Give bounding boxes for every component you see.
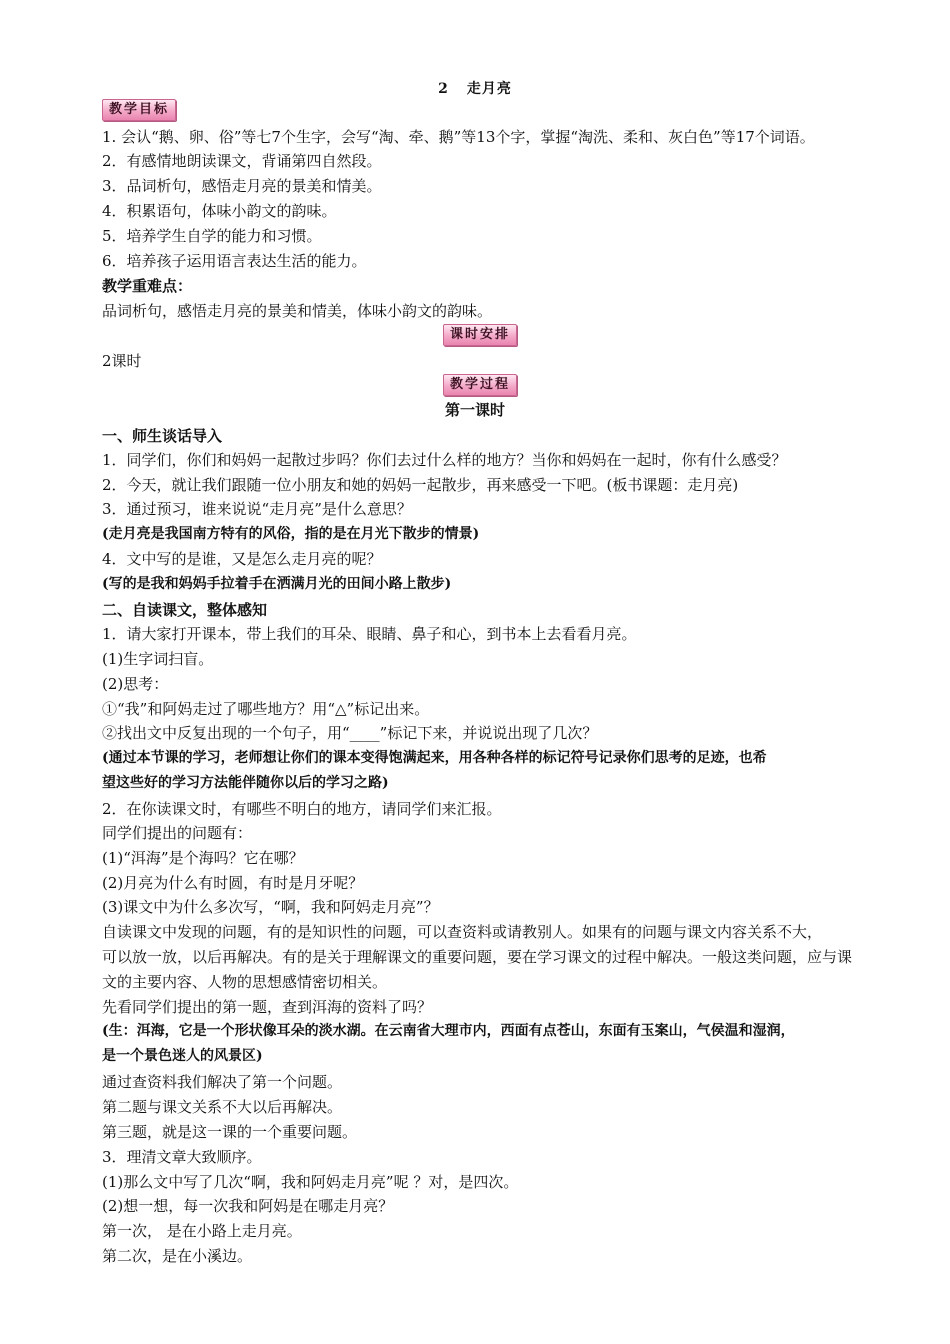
lesson-title bbox=[0, 78, 950, 98]
body-line: 第二题与课文关系不大以后再解决。 bbox=[102, 1098, 343, 1116]
body-line: (1)“洱海”是个海吗？它在哪？ bbox=[102, 849, 304, 867]
body-line: 2．在你读课文时，有哪些不明白的地方，请同学们来汇报。 bbox=[102, 800, 502, 818]
body-paragraph-line: 文的主要内容、人物的思想感情密切相关。 bbox=[102, 973, 388, 991]
lesson-name: 走月亮 bbox=[466, 81, 512, 97]
goal-item: 5．培养学生自学的能力和习惯。 bbox=[102, 227, 322, 245]
schedule-text: 2课时 bbox=[102, 352, 142, 370]
body-paragraph-line: 可以放一放，以后再解决。有的是关于理解课文的重要问题，要在学习课文的过程中解决。一般这类问题，应与课 bbox=[102, 948, 853, 966]
answer-note: (写的是我和妈妈手拉着手在洒满月光的田间小路上散步) bbox=[102, 576, 452, 592]
badge-teaching-process: 教学过程 bbox=[443, 374, 517, 396]
lesson-period-title: 第一课时 bbox=[444, 401, 505, 419]
answer-note: (通过本节课的学习，老师想让你们的课本变得饱满起来，用各种各样的标记符号记录你们思考的足迹，也希 bbox=[102, 750, 767, 766]
goal-item: 1. 会认“鹅、卵、俗”等七7个生字，会写“淘、牵、鹅”等13个字，掌握“淘洗、柔和、灰白色”等17个词语。 bbox=[102, 128, 815, 146]
body-line: 同学们提出的问题有： bbox=[102, 824, 253, 842]
body-line: 3．理清文章大致顺序。 bbox=[102, 1148, 262, 1166]
answer-note: (生：洱海，它是一个形状像耳朵的淡水湖。在云南省大理市内，西面有点苍山，东面有玉案山，气侯温和湿润， bbox=[102, 1023, 795, 1039]
body-line: 第一次， 是在小路上走月亮。 bbox=[102, 1222, 302, 1240]
section-heading: 一、师生谈话导入 bbox=[102, 427, 223, 445]
badge-teaching-goals: 教学目标 bbox=[102, 99, 176, 121]
body-line: 1．同学们，你们和妈妈一起散过步吗？你们去过什么样的地方？当你和妈妈在一起时，你有什么感受？ bbox=[102, 451, 787, 469]
answer-note: 望这些好的学习方法能伴随你以后的学习之路) bbox=[102, 775, 389, 791]
body-line: (2)想一想，每一次我和阿妈是在哪走月亮？ bbox=[102, 1197, 394, 1215]
goal-item: 6．培养孩子运用语言表达生活的能力。 bbox=[102, 252, 367, 270]
key-points-heading: 教学重难点： bbox=[102, 277, 193, 295]
key-points-text: 品词析句，感悟走月亮的景美和情美，体味小韵文的韵味。 bbox=[102, 302, 493, 320]
section-heading: 二、自读课文，整体感知 bbox=[102, 601, 268, 619]
body-line: 先看同学们提出的第一题，查到洱海的资料了吗？ bbox=[102, 998, 433, 1016]
body-line: (1)那么文中写了几次“啊，我和阿妈走月亮”呢 ？对，是四次。 bbox=[102, 1173, 519, 1191]
body-line: (3)课文中为什么多次写，“啊，我和阿妈走月亮”？ bbox=[102, 898, 439, 916]
badge-schedule: 课时安排 bbox=[443, 324, 517, 346]
lesson-number: 2 bbox=[438, 81, 449, 97]
answer-note: (走月亮是我国南方特有的风俗，指的是在月光下散步的情景) bbox=[102, 526, 480, 542]
body-line: 第二次，是在小溪边。 bbox=[102, 1247, 253, 1265]
body-line: ①“我”和阿妈走过了哪些地方？用“△”标记出来。 bbox=[102, 700, 430, 718]
body-line: (1)生字词扫盲。 bbox=[102, 650, 214, 668]
answer-note: 是一个景色迷人的风景区) bbox=[102, 1048, 263, 1064]
body-line: 通过查资料我们解决了第一个问题。 bbox=[102, 1073, 343, 1091]
goal-item: 2．有感情地朗读课文，背诵第四自然段。 bbox=[102, 152, 382, 170]
body-paragraph-line: 自读课文中发现的问题，有的是知识性的问题，可以查资料或请教别人。如果有的问题与课文内容关系不大， bbox=[102, 923, 823, 941]
body-line: 2．今天，就让我们跟随一位小朋友和她的妈妈一起散步，再来感受一下吧。(板书课题：走月亮) bbox=[102, 476, 739, 494]
goal-item: 4．积累语句，体味小韵文的韵味。 bbox=[102, 202, 337, 220]
body-line: 3．通过预习，谁来说说“走月亮”是什么意思？ bbox=[102, 500, 412, 518]
body-line: 1．请大家打开课本，带上我们的耳朵、眼睛、鼻子和心，到书本上去看看月亮。 bbox=[102, 625, 637, 643]
body-line: (2)思考： bbox=[102, 675, 169, 693]
goal-item: 3．品词析句，感悟走月亮的景美和情美。 bbox=[102, 177, 382, 195]
body-line: ②找出文中反复出现的一个句子，用“____”标记下来，并说说出现了几次？ bbox=[102, 724, 598, 742]
body-line: (2)月亮为什么有时圆，有时是月牙呢？ bbox=[102, 874, 364, 892]
body-line: 4．文中写的是谁，又是怎么走月亮的呢？ bbox=[102, 550, 382, 568]
body-line: 第三题，就是这一课的一个重要问题。 bbox=[102, 1123, 358, 1141]
